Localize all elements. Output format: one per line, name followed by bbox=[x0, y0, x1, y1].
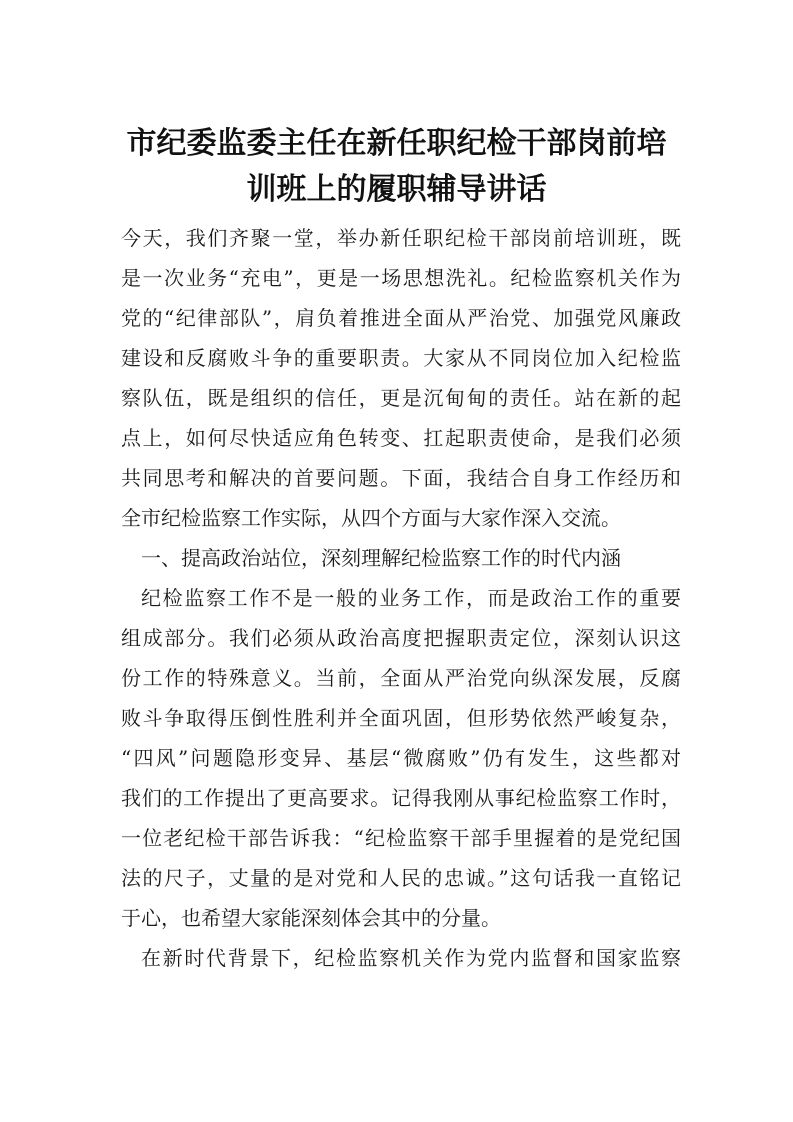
body-line: 败斗争取得压倒性胜利并全面巩固，但形势依然严峻复杂， bbox=[121, 706, 681, 730]
document-title-line-2: 训班上的履职辅导讲话 bbox=[246, 172, 547, 207]
body-line: 法的尺子，丈量的是对党和人民的忠诚。”这句话我一直铭记 bbox=[121, 866, 681, 890]
document-body bbox=[121, 218, 681, 978]
body-line: “四风”问题隐形变异、基层“微腐败”仍有发生，这些都对 bbox=[121, 746, 681, 770]
body-line: 今天，我们齐聚一堂，举办新任职纪检干部岗前培训班，既 bbox=[121, 226, 681, 250]
body-line: 党的“纪律部队”，肩负着推进全面从严治党、加强党风廉政 bbox=[121, 306, 681, 330]
body-line: 在新时代背景下，纪检监察机关作为党内监督和国家监察 bbox=[141, 946, 681, 970]
body-line: 察队伍，既是组织的信任，更是沉甸甸的责任。站在新的起 bbox=[121, 386, 681, 410]
section-heading: 一、提高政治站位，深刻理解纪检监察工作的时代内涵 bbox=[141, 546, 621, 570]
body-line: 于心，也希望大家能深刻体会其中的分量。 bbox=[121, 906, 501, 930]
body-line: 纪检监察工作不是一般的业务工作，而是政治工作的重要 bbox=[141, 586, 681, 610]
body-line: 点上，如何尽快适应角色转变、扛起职责使命，是我们必须 bbox=[121, 426, 681, 450]
document-title-line-1: 市纪委监委主任在新任职纪检干部岗前培 bbox=[126, 126, 667, 161]
body-line: 建设和反腐败斗争的重要职责。大家从不同岗位加入纪检监 bbox=[121, 346, 681, 370]
body-line: 我们的工作提出了更高要求。记得我刚从事纪检监察工作时， bbox=[121, 786, 681, 810]
body-line: 份工作的特殊意义。当前，全面从严治党向纵深发展，反腐 bbox=[121, 666, 681, 690]
body-line: 一位老纪检干部告诉我：“纪检监察干部手里握着的是党纪国 bbox=[121, 826, 681, 850]
body-line: 共同思考和解决的首要问题。下面，我结合自身工作经历和 bbox=[121, 466, 681, 490]
body-line: 组成部分。我们必须从政治高度把握职责定位，深刻认识这 bbox=[121, 626, 681, 650]
body-line: 是一次业务“充电”，更是一场思想洗礼。纪检监察机关作为 bbox=[121, 266, 681, 290]
body-line: 全市纪检监察工作实际，从四个方面与大家作深入交流。 bbox=[121, 506, 621, 530]
